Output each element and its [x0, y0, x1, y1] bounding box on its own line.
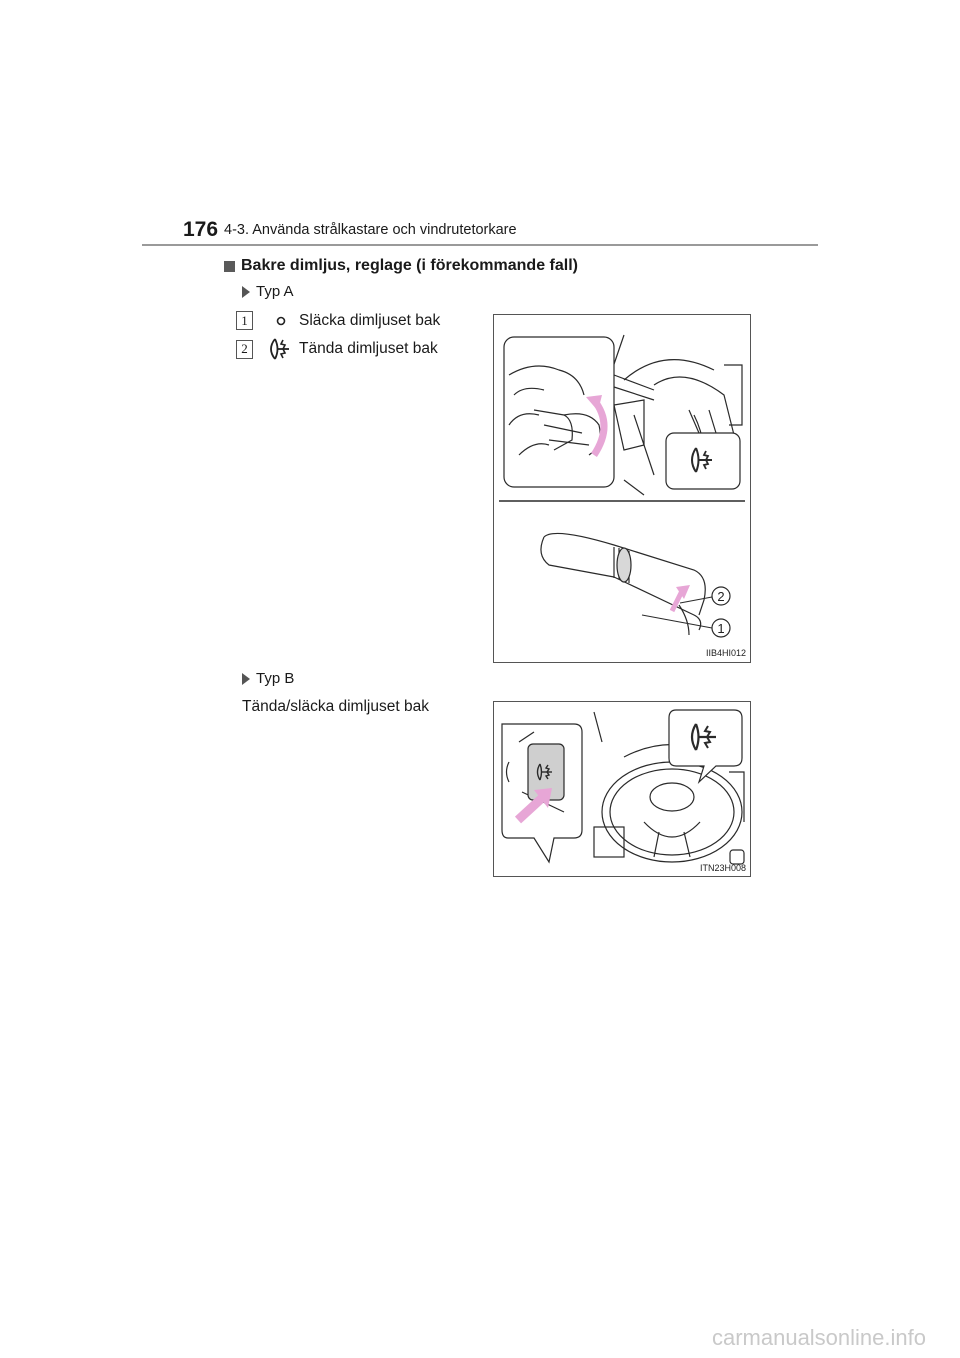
type-a-item-2	[236, 336, 438, 362]
section-title	[224, 257, 578, 275]
watermark: carmanualsonline.info	[711, 1325, 926, 1350]
header-divider	[142, 244, 818, 246]
type-b-description: Tända/släcka dimljuset bak	[242, 698, 429, 715]
item-number-badge: 2	[236, 340, 253, 359]
type-a-item-1	[236, 311, 440, 330]
callout-1: 1	[717, 621, 725, 636]
figure-type-b	[493, 701, 751, 877]
figure-code: ITN23H008	[699, 863, 746, 873]
section-bullet-icon	[224, 261, 235, 272]
type-a-text: Typ A	[256, 283, 294, 300]
type-b-text: Typ B	[256, 670, 295, 687]
section-title-text: Bakre dimljus, reglage (i förekommande fall)	[241, 257, 578, 274]
item-number-badge: 1	[236, 311, 253, 330]
figure-type-a-drawing	[494, 315, 750, 662]
chapter-title: 4-3. Använda strålkastare och vindrutetorkare	[224, 222, 517, 238]
figure-code: IIB4HI012	[705, 648, 746, 658]
page-number: 176	[183, 218, 219, 241]
triangle-bullet-icon	[242, 286, 250, 298]
callout-2: 2	[717, 589, 725, 604]
type-a-label	[242, 283, 294, 300]
figure-type-b-drawing	[494, 702, 750, 876]
item-text: Tända dimljuset bak	[299, 340, 438, 357]
item-text: Släcka dimljuset bak	[299, 311, 441, 329]
type-b-label	[242, 670, 294, 687]
figure-type-a	[493, 314, 751, 663]
triangle-bullet-icon	[242, 673, 250, 685]
rear-fog-light-icon	[261, 336, 295, 362]
off-circle-icon	[267, 316, 295, 326]
